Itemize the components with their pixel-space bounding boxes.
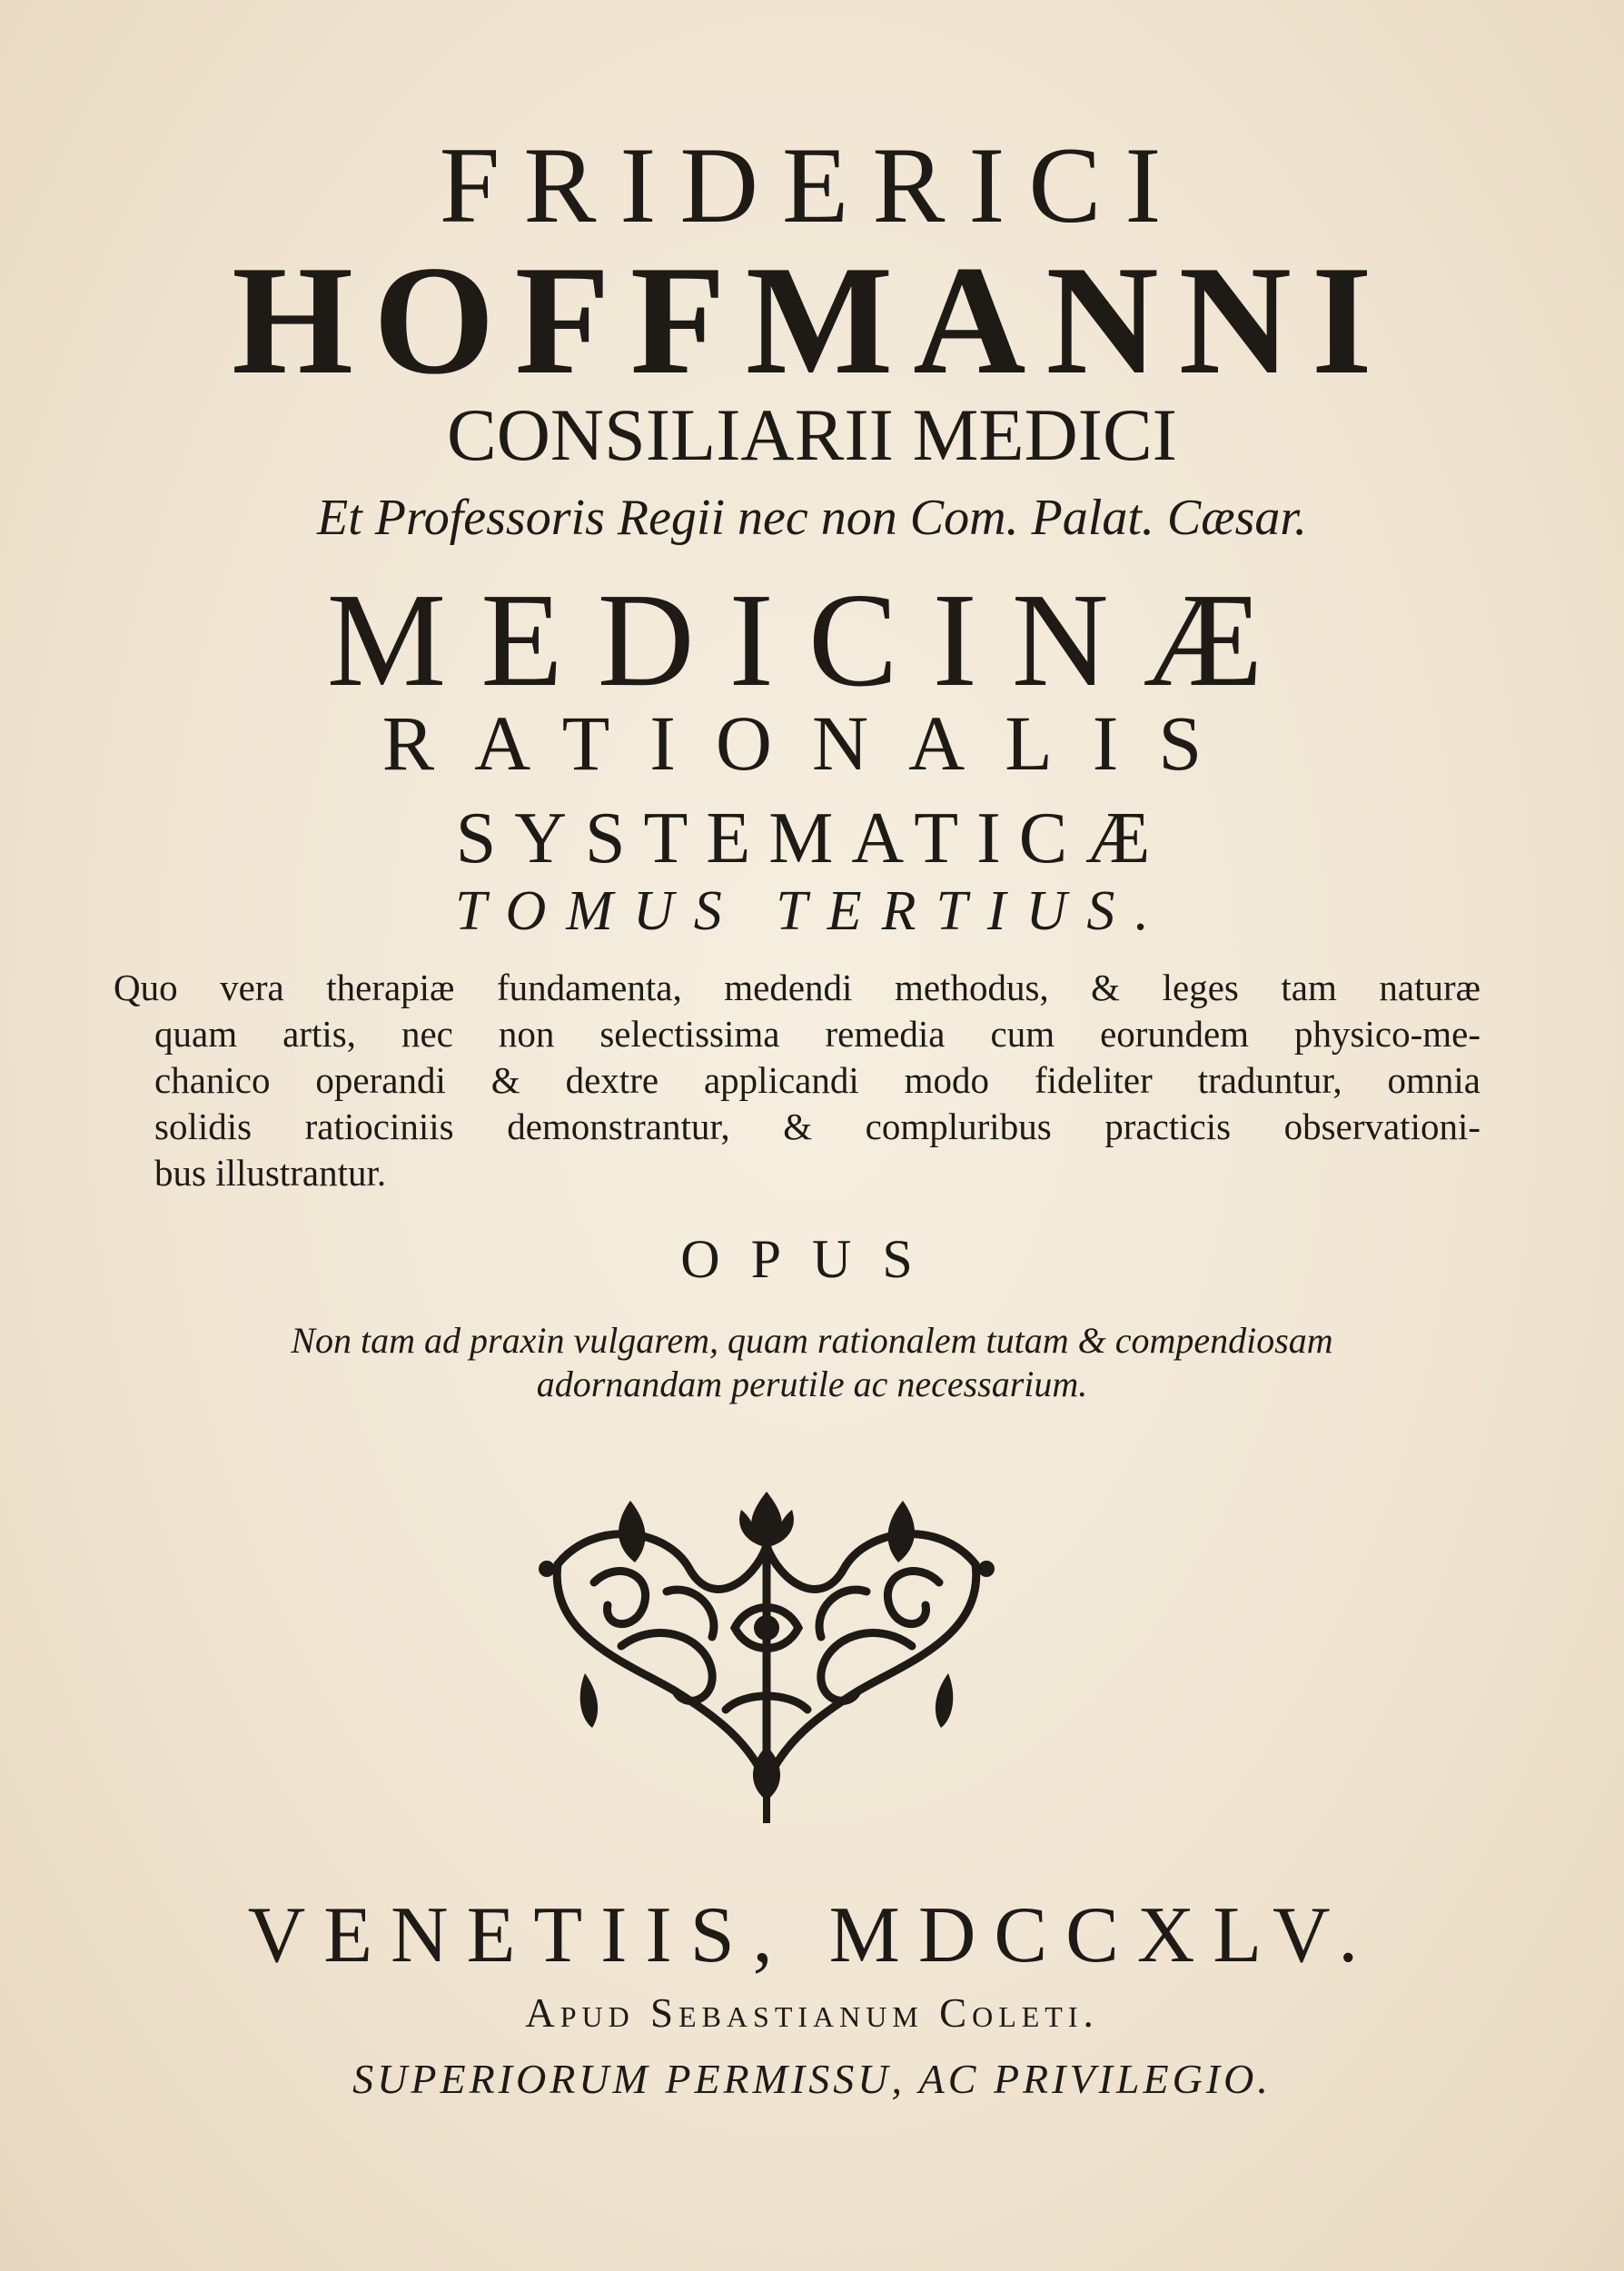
title-line-2: RATIONALIS xyxy=(381,699,1243,787)
description-paragraph xyxy=(114,965,1480,1196)
author-office: CONSILIARII MEDICI xyxy=(447,393,1177,476)
author-first-name: FRIDERICI xyxy=(439,124,1185,245)
description-line: bus illustrantur. xyxy=(154,1152,387,1194)
author-office-subtitle: Et Professoris Regii nec non Com. Palat. Cæsar. xyxy=(317,490,1307,546)
author-last-name: HOFFMANNI xyxy=(232,234,1392,407)
fleuron-ornament-icon xyxy=(530,1483,1003,1828)
imprint-place-date: VENETIIS, MDCCXLV. xyxy=(247,1891,1377,1979)
imprint-privilege: SUPERIORUM PERMISSU, AC PRIVILEGIO. xyxy=(352,2056,1272,2102)
title-line-1: MEDICINÆ xyxy=(326,566,1298,715)
description-line: Quo vera therapiæ fundamenta, medendi methodus, & leges tam naturæ xyxy=(114,967,1480,1008)
description-line: chanico operandi & dextre applicandi modo fideliter traduntur, omnia xyxy=(154,1059,1480,1101)
title-line-3: SYSTEMATICÆ xyxy=(455,798,1169,878)
volume-label: TOMUS TERTIUS. xyxy=(455,880,1169,942)
description-line: quam artis, nec non selectissima remedia cum eorundem physico-me- xyxy=(154,1013,1480,1055)
imprint-printer: Apud Sebastianum Coleti. xyxy=(525,1990,1099,2036)
opus-subtitle-line-1: Non tam ad praxin vulgarem, quam rationalem tutam & compendiosam xyxy=(291,1320,1333,1361)
opus-heading: OPUS xyxy=(680,1229,944,1289)
description-line: solidis ratiociniis demonstrantur, & compluribus practicis observationi- xyxy=(154,1106,1480,1147)
opus-subtitle-line-2: adornandam perutile ac necessarium. xyxy=(536,1364,1088,1404)
